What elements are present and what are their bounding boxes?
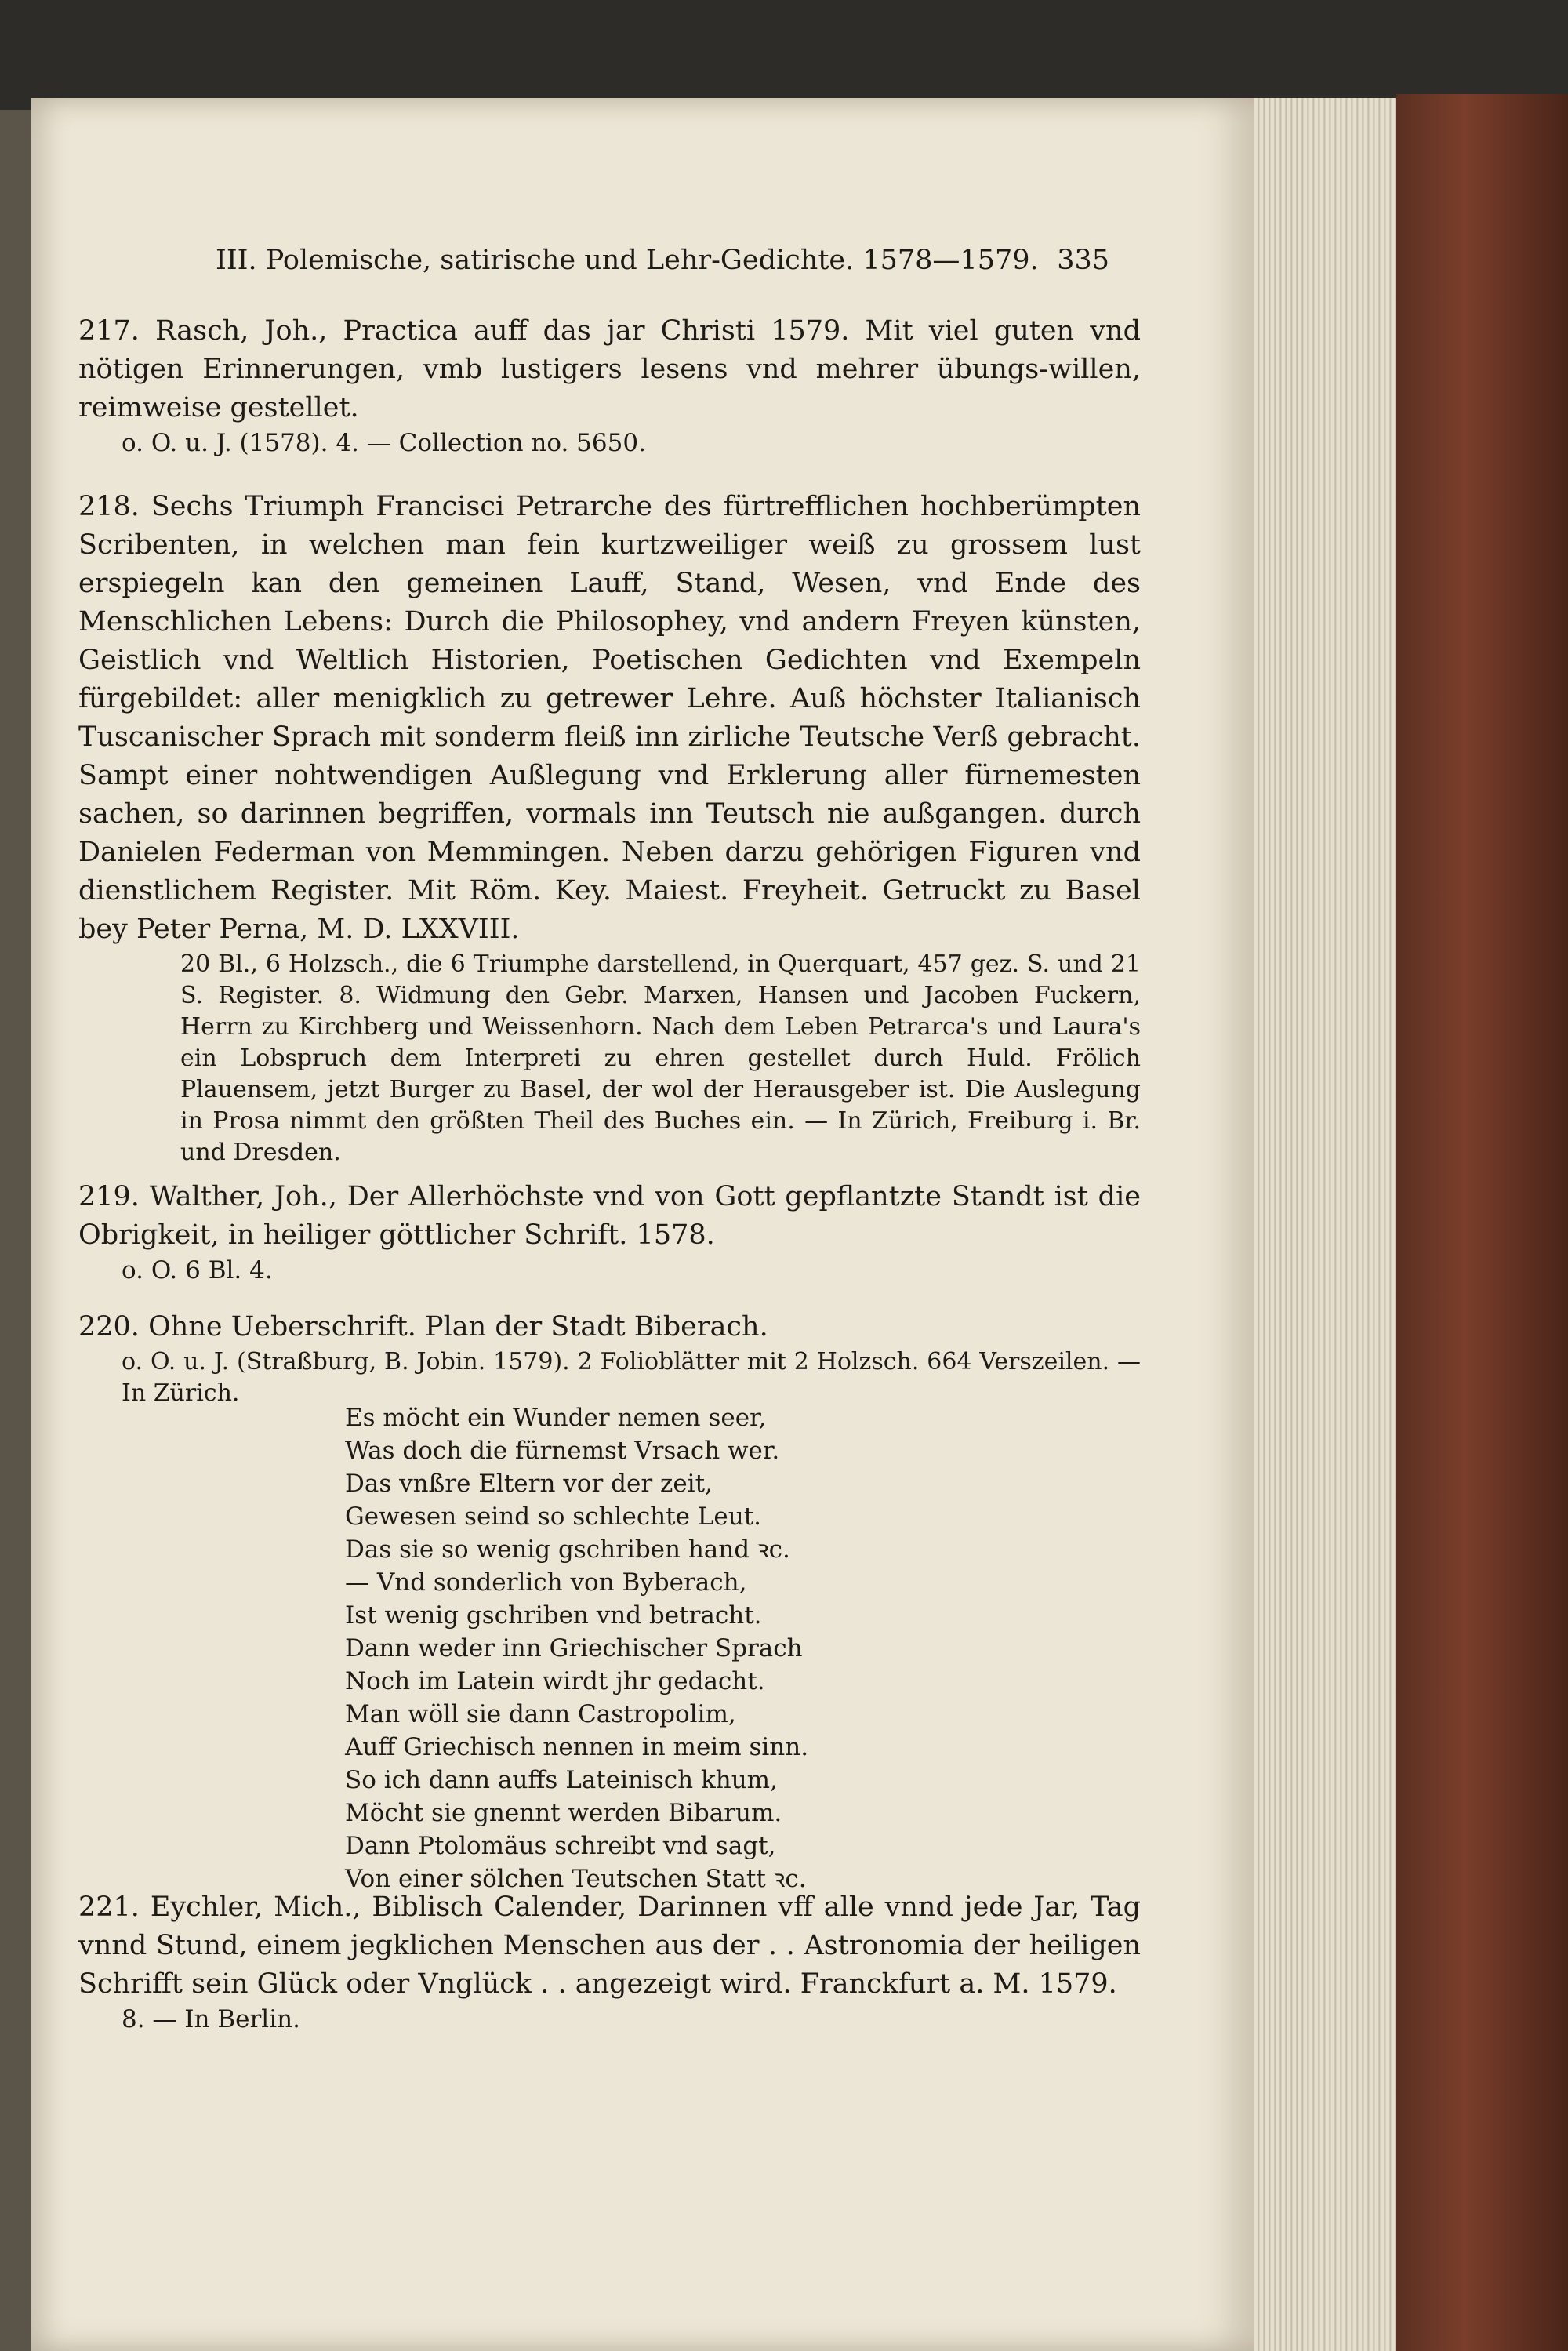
entry-number: 219. <box>78 1181 140 1212</box>
poem-line: Dann Ptolomäus schreibt vnd sagt, <box>345 1832 776 1860</box>
page-edges <box>1254 98 1396 2351</box>
poem-line: Möcht sie gnennt werden Bibarum. <box>345 1799 782 1827</box>
poem-line: Gewesen seind so schlechte Leut. <box>345 1503 762 1531</box>
entry-number: 217. <box>78 315 140 347</box>
entry-note: 8. — In Berlin. <box>122 2005 300 2033</box>
entry-text: Sechs Triumph Francisci Petrarche des fürtrefflichen hochberümpten Scribenten, in welchen man fein kurtzweiliger weiß zu grossem lust erspiegeln kan den gemeinen Lauff, Stand, Wesen, vnd Ende des Menschlichen Lebens: Durch die Philosophey, vnd andern Freyen künsten, Geistlich vnd Weltlich Historien, Poetischen Gedichten vnd Exempeln fürgebildet: aller menigklich zu getrewer Lehre. Auß höchster Italianisch Tuscanischer Sprach mit sonderm fleiß inn zirliche Teutsche Verß gebracht. Sampt einer nohtwendigen Außlegung vnd Erklerung aller fürnemesten sachen, so darinnen begriffen, vormals inn Teutsch nie außgangen. durch Danielen Federman von Memmingen. Neben darzu gehörigen Figuren vnd dienstlichem Register. Mit Röm. Key. Maiest. Freyheit. Getruckt zu Basel bey Peter Perna, M. D. LXXVIII. <box>78 491 1141 945</box>
poem-line: — Vnd sonderlich von Byberach, <box>345 1568 747 1597</box>
entry-number: 220. <box>78 1311 140 1343</box>
poem-line: Dann weder inn Griechischer Sprach <box>345 1634 803 1662</box>
book-cover <box>1396 94 1568 2351</box>
poem-line: Von einer sölchen Teutschen Statt ꝛc. <box>345 1865 807 1893</box>
facing-page-edge <box>0 110 31 2351</box>
running-header <box>216 245 1109 276</box>
entry-text: Walther, Joh., Der Allerhöchste vnd von Gott gepflantzte Standt ist die Obrigkeit, in heiliger göttlicher Schrift. 1578. <box>78 1181 1141 1251</box>
poem-line: Es möcht ein Wunder nemen seer, <box>345 1404 767 1432</box>
background-top <box>0 0 1568 110</box>
entry-number: 218. <box>78 491 140 522</box>
entry-note: o. O. u. J. (1578). 4. — Collection no. 5650. <box>122 429 646 457</box>
entry-note: o. O. u. J. (Straßburg, B. Jobin. 1579). 2 Folioblätter mit 2 Holzsch. 664 Verszeilen. — In Zürich. <box>122 1348 1141 1407</box>
poem-line: So ich dann auffs Lateinisch khum, <box>345 1766 778 1794</box>
poem-line: Das sie so wenig gschriben hand ꝛc. <box>345 1535 790 1564</box>
entry-number: 221. <box>78 1891 140 1923</box>
poem <box>345 1401 1051 1895</box>
poem-line: Was doch die fürnemst Vrsach wer. <box>345 1437 780 1465</box>
entry-text: Rasch, Joh., Practica auff das jar Christi 1579. Mit viel guten vnd nötigen Erinnerungen, vmb lustigers lesens vnd mehrer übungs-willen, reimweise gestellet. <box>78 315 1141 423</box>
page-number: 335 <box>1057 245 1109 276</box>
poem-line: Auff Griechisch nennen in meim sinn. <box>345 1733 809 1761</box>
running-title: III. Polemische, satirische und Lehr-Gedichte. 1578—1579. <box>216 245 1039 276</box>
entry-219 <box>78 1178 1141 1286</box>
poem-line: Noch im Latein wirdt jhr gedacht. <box>345 1667 765 1695</box>
entry-218 <box>78 488 1141 1168</box>
entry-note: 20 Bl., 6 Holzsch., die 6 Triumphe darstellend, in Querquart, 457 gez. S. und 21 S. Register. 8. Widmung den Gebr. Marxen, Hansen und Jacoben Fuckern, Herrn zu Kirchberg und Weissenhorn. Nach dem Leben Petrarca's und Laura's ein Lobspruch dem Interpreti zu ehren gestellet durch Huld. Frölich Plauensem, jetzt Burger zu Basel, der wol der Herausgeber ist. Die Auslegung in Prosa nimmt den größten Theil des Buches ein. — In Zürich, Freiburg i. Br. und Dresden. <box>180 950 1141 1166</box>
entry-text: Ohne Ueberschrift. Plan der Stadt Biberach. <box>148 1311 768 1343</box>
entry-221 <box>78 1888 1141 2035</box>
entry-220 <box>78 1308 1141 1409</box>
poem-line: Man wöll sie dann Castropolim, <box>345 1700 736 1728</box>
entry-217 <box>78 312 1141 459</box>
entry-note: o. O. 6 Bl. 4. <box>122 1256 273 1285</box>
poem-line: Ist wenig gschriben vnd betracht. <box>345 1601 762 1630</box>
entry-text: Eychler, Mich., Biblisch Calender, Darinnen vff alle vnnd jede Jar, Tag vnnd Stund, einem jegklichen Menschen aus der . . Astronomia der heiligen Schrifft sein Glück oder Vnglück . . angezeigt wird. Franckfurt a. M. 1579. <box>78 1891 1141 2000</box>
poem-line: Das vnßre Eltern vor der zeit, <box>345 1470 713 1498</box>
